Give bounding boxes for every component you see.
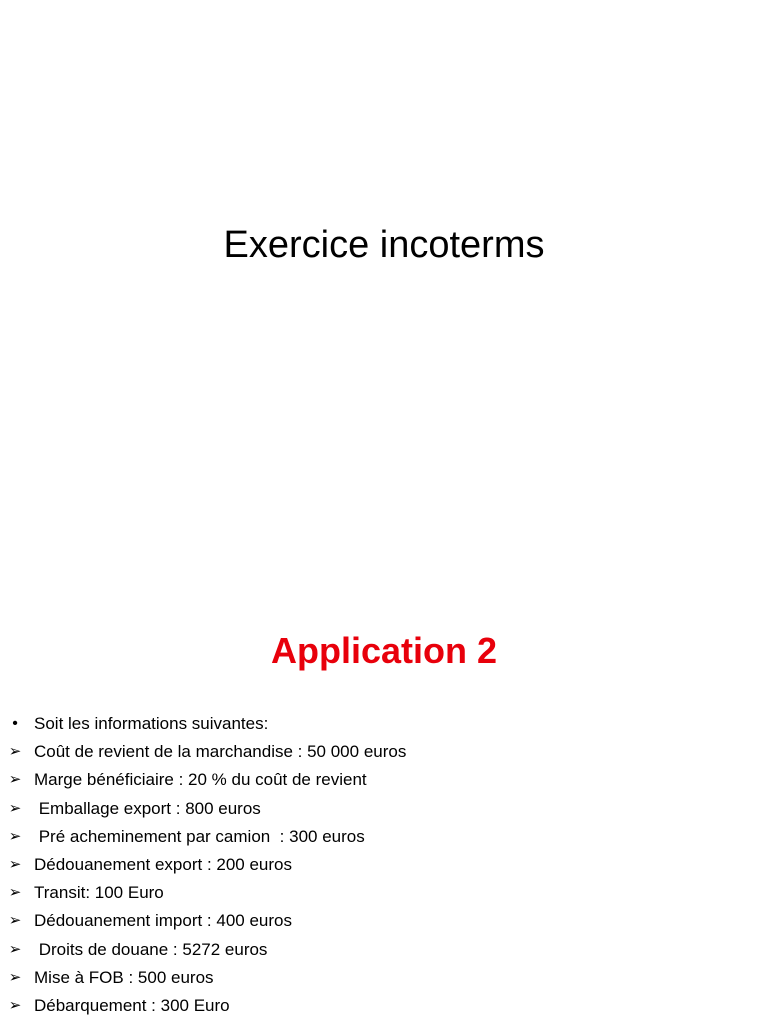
list-item-text: Transit: 100 Euro bbox=[34, 883, 164, 903]
arrow-bullet-icon: ➢ bbox=[8, 743, 22, 761]
list-item bbox=[0, 936, 760, 964]
list-item-text: Pré acheminement par camion : 300 euros bbox=[34, 826, 365, 846]
list-item-text: Débarquement : 300 Euro bbox=[34, 995, 230, 1015]
arrow-bullet-icon: ➢ bbox=[8, 771, 22, 789]
list-item-text: Marge bénéficiaire : 20 % du coût de revient bbox=[34, 770, 367, 790]
list-item bbox=[0, 907, 760, 935]
intro-text: Soit les informations suivantes: bbox=[34, 714, 269, 733]
list-item bbox=[0, 992, 760, 1020]
list-item bbox=[0, 823, 760, 851]
list-item-text: Mise à FOB : 500 euros bbox=[34, 967, 214, 987]
list-item bbox=[0, 879, 760, 907]
information-list bbox=[0, 710, 760, 1020]
list-item-text: Droits de douane : 5272 euros bbox=[34, 939, 268, 959]
list-item-text: Emballage export : 800 euros bbox=[34, 798, 261, 818]
list-item-text: Dédouanement import : 400 euros bbox=[34, 911, 292, 931]
intro-item bbox=[0, 710, 760, 738]
list-item bbox=[0, 795, 760, 823]
list-item bbox=[0, 738, 760, 766]
arrow-bullet-icon: ➢ bbox=[8, 912, 22, 930]
application-heading: Application 2 bbox=[270, 630, 498, 671]
arrow-bullet-icon: ➢ bbox=[8, 884, 22, 902]
list-item bbox=[0, 851, 760, 879]
bullet-icon: • bbox=[12, 715, 18, 732]
list-item bbox=[0, 766, 760, 794]
list-item-text: Coût de revient de la marchandise : 50 000 euros bbox=[34, 742, 407, 762]
list-item-text: Dédouanement export : 200 euros bbox=[34, 854, 293, 874]
arrow-bullet-icon: ➢ bbox=[8, 799, 22, 817]
arrow-bullet-icon: ➢ bbox=[8, 940, 22, 958]
arrow-bullet-icon: ➢ bbox=[8, 855, 22, 873]
arrow-bullet-icon: ➢ bbox=[8, 968, 22, 986]
arrow-bullet-icon: ➢ bbox=[8, 827, 22, 845]
slide-title: Exercice incoterms bbox=[223, 224, 545, 266]
list-item bbox=[0, 964, 760, 992]
arrow-bullet-icon: ➢ bbox=[8, 996, 22, 1014]
